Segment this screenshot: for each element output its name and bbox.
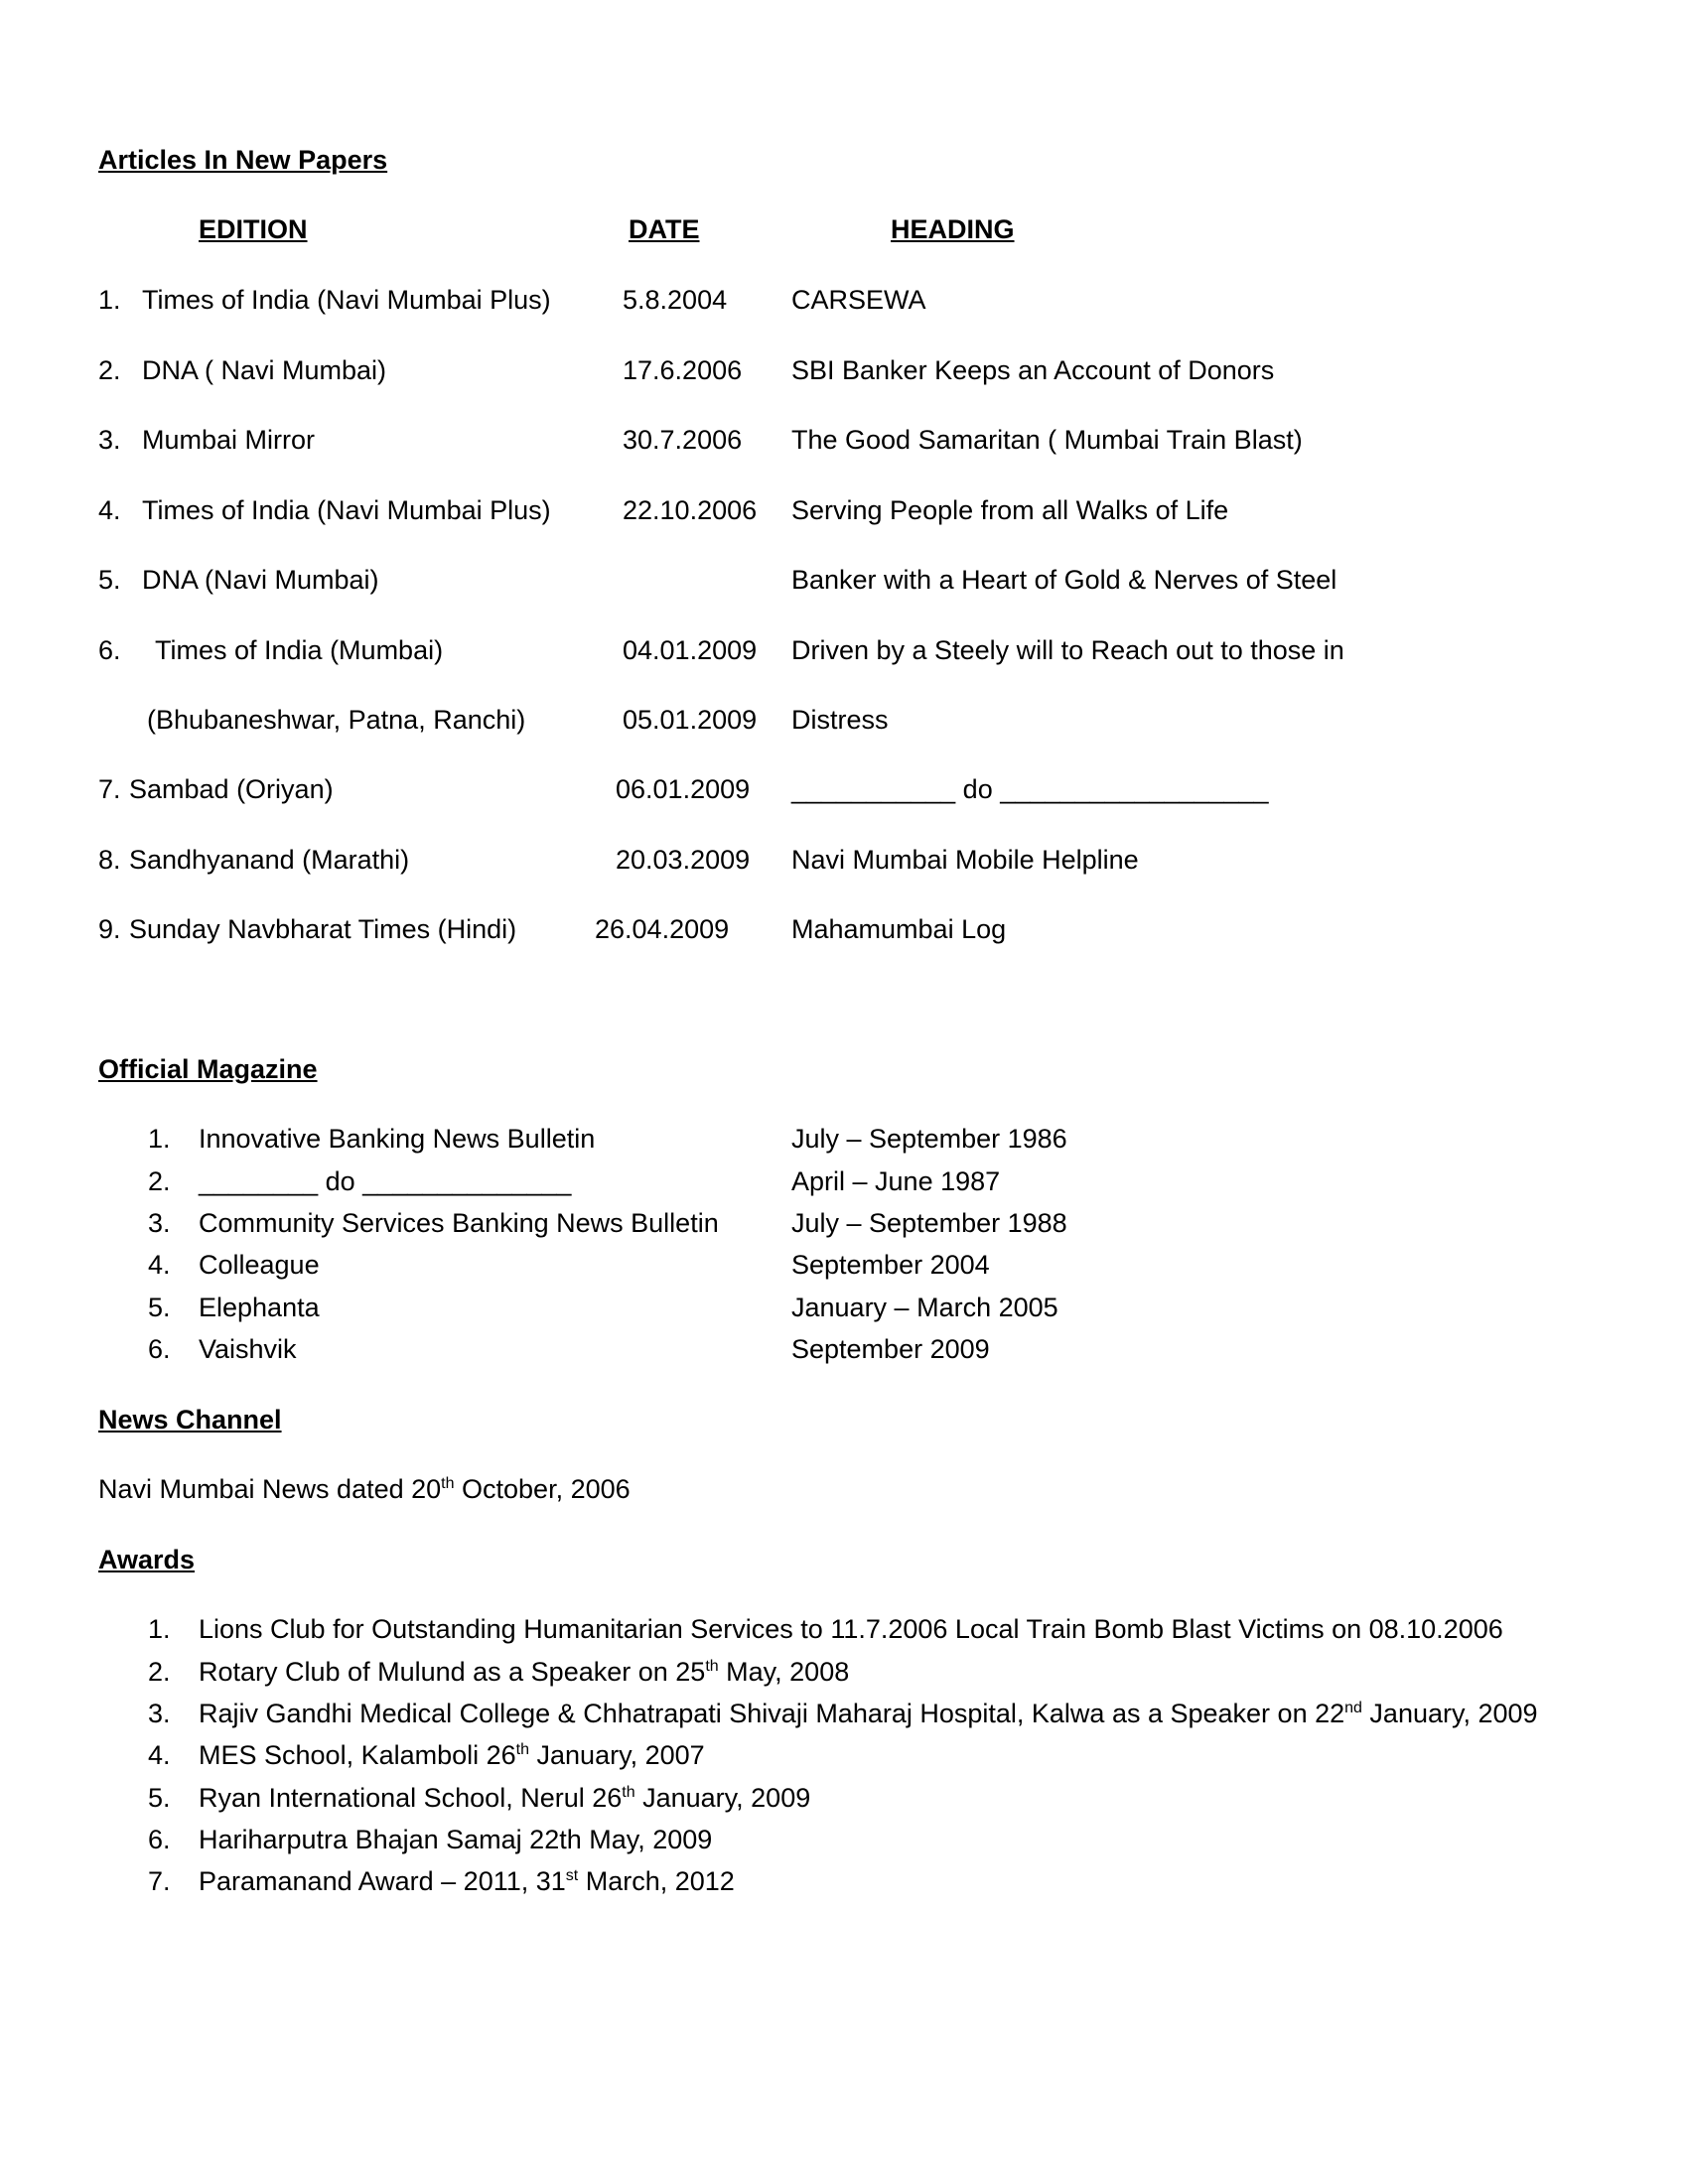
article-date: 26.04.2009 [595,914,730,944]
article-heading: SBI Banker Keeps an Account of Donors [791,355,1275,385]
magazine-title: Official Magazine [98,1054,318,1084]
col-heading-header: HEADING [891,214,1015,244]
magazine-period: September 2009 [791,1334,990,1364]
article-edition: DNA ( Navi Mumbai) [142,355,387,385]
award-text: Ryan International School, Nerul 26th January, 2009 [199,1783,811,1813]
article-num: 8. [98,845,121,875]
article-edition: Times of India (Navi Mumbai Plus) [142,285,551,315]
article-num: 2. [98,355,121,385]
article-heading: ___________ do __________________ [791,774,1269,804]
award-text: Rotary Club of Mulund as a Speaker on 25th May, 2008 [199,1657,850,1687]
magazine-period: January – March 2005 [791,1293,1058,1322]
article-num: 4. [98,495,121,525]
article-num: 9. [98,914,121,944]
article-date: 06.01.2009 [616,774,751,804]
award-text: Rajiv Gandhi Medical College & Chhatrapati Shivaji Maharaj Hospital, Kalwa as a Speaker on 22nd January, 2009 [199,1699,1538,1728]
article-date: 30.7.2006 [623,425,743,455]
article-edition: Times of India (Mumbai) [155,635,444,665]
article-heading: Serving People from all Walks of Life [791,495,1229,525]
article-num: 3. [98,425,121,455]
award-text: Paramanand Award – 2011, 31st March, 2012 [199,1866,735,1896]
article-edition: (Bhubaneshwar, Patna, Ranchi) [147,705,526,735]
article-heading: Banker with a Heart of Gold & Nerves of Steel [791,565,1337,595]
award-num: 5. [148,1783,171,1813]
magazine-name: Innovative Banking News Bulletin [199,1124,596,1154]
award-text: Lions Club for Outstanding Humanitarian Services to 11.7.2006 Local Train Bomb Blast Victims on 08.10.2006 [199,1614,1503,1644]
article-heading: Distress [791,705,889,735]
magazine-name: Elephanta [199,1293,320,1322]
magazine-num: 6. [148,1334,171,1364]
article-date: 5.8.2004 [623,285,728,315]
article-edition: DNA (Navi Mumbai) [142,565,379,595]
magazine-period: April – June 1987 [791,1166,1001,1196]
article-num: 1. [98,285,121,315]
article-heading: Navi Mumbai Mobile Helpline [791,845,1139,875]
article-date: 20.03.2009 [616,845,751,875]
article-edition: Sambad (Oriyan) [129,774,334,804]
articles-title: Articles In New Papers [98,145,388,175]
magazine-num: 5. [148,1293,171,1322]
article-num: 5. [98,565,121,595]
magazine-period: July – September 1986 [791,1124,1067,1154]
award-num: 6. [148,1825,171,1854]
article-heading: The Good Samaritan ( Mumbai Train Blast) [791,425,1303,455]
article-date: 05.01.2009 [623,705,758,735]
magazine-num: 3. [148,1208,171,1238]
award-text: MES School, Kalamboli 26th January, 2007 [199,1740,705,1770]
news-channel-text: Navi Mumbai News dated 20th October, 2006 [98,1474,631,1504]
awards-title: Awards [98,1545,196,1574]
article-heading: Driven by a Steely will to Reach out to those in [791,635,1344,665]
article-heading: Mahamumbai Log [791,914,1007,944]
article-edition: Sunday Navbharat Times (Hindi) [129,914,517,944]
magazine-name: Colleague [199,1250,320,1280]
article-heading: CARSEWA [791,285,926,315]
article-date: 22.10.2006 [623,495,758,525]
award-num: 1. [148,1614,171,1644]
article-edition: Sandhyanand (Marathi) [129,845,410,875]
award-text: Hariharputra Bhajan Samaj 22th May, 2009 [199,1825,713,1854]
article-date: 17.6.2006 [623,355,743,385]
news-channel-title: News Channel [98,1405,282,1434]
article-edition: Times of India (Navi Mumbai Plus) [142,495,551,525]
award-num: 7. [148,1866,171,1896]
article-num: 7. [98,774,121,804]
award-num: 3. [148,1699,171,1728]
col-edition-header: EDITION [199,214,308,244]
article-date: 04.01.2009 [623,635,758,665]
award-num: 2. [148,1657,171,1687]
magazine-num: 2. [148,1166,171,1196]
magazine-name: Community Services Banking News Bulletin [199,1208,719,1238]
magazine-num: 4. [148,1250,171,1280]
magazine-period: July – September 1988 [791,1208,1067,1238]
magazine-name: ________ do ______________ [199,1166,572,1196]
award-num: 4. [148,1740,171,1770]
magazine-num: 1. [148,1124,171,1154]
magazine-period: September 2004 [791,1250,990,1280]
col-date-header: DATE [629,214,700,244]
magazine-name: Vaishvik [199,1334,297,1364]
article-edition: Mumbai Mirror [142,425,316,455]
article-num: 6. [98,635,121,665]
